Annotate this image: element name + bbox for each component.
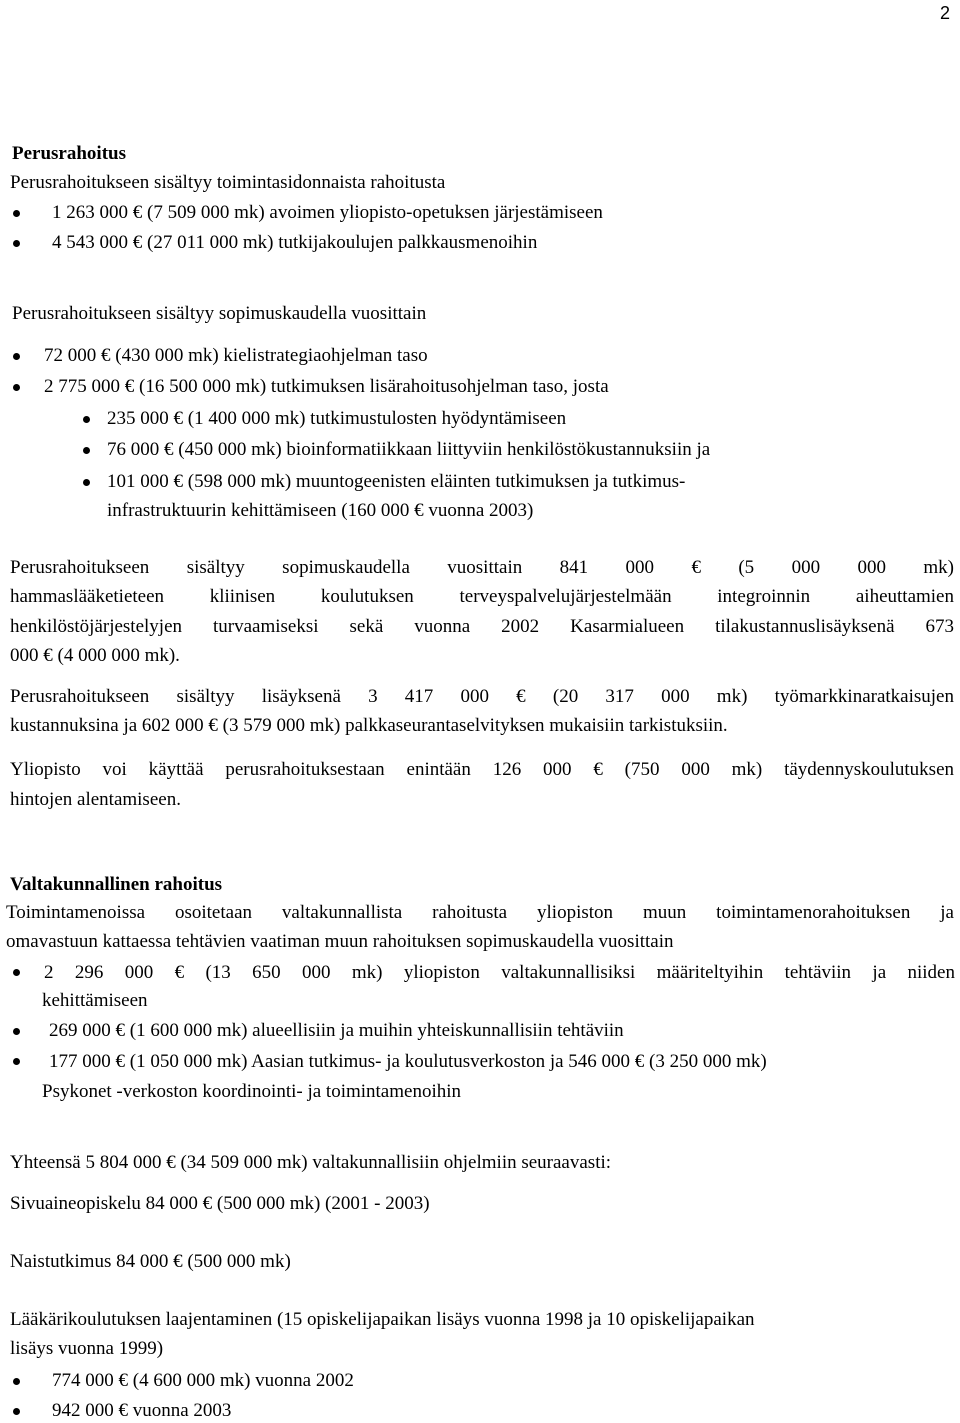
paragraph-line: Toimintamenoissa osoitetaan valtakunnallista rahoitusta yliopiston muun toimintamenorahoituksen ja [6,902,954,923]
bullet [83,416,90,423]
program-laakarikoulutus: Lääkärikoulutuksen laajentaminen (15 opiskelijapaikan lisäys vuonna 1998 ja 10 opiskelijapaikan [10,1309,755,1330]
paragraph-line: omavastuun kattaessa tehtävien vaatiman muun rahoituksen sopimuskaudella vuosittain [6,931,674,952]
bullet [13,240,20,247]
list-item: 942 000 € vuonna 2003 [52,1400,232,1421]
list-item: 72 000 € (430 000 mk) kielistrategiaohjelman taso [44,345,428,366]
paragraph-line: hintojen alentamiseen. [10,789,181,810]
paragraph-line: Perusrahoitukseen sisältyy sopimuskaudella vuosittain 841 000 € (5 000 000 mk) [10,557,954,578]
sub-list-item: 101 000 € (598 000 mk) muuntogeenisten eläinten tutkimuksen ja tutkimus- [107,471,686,492]
paragraph-line: hammaslääketieteen kliinisen koulutuksen terveyspalvelujärjestelmään integroinnin aiheuttamien [10,586,954,607]
list-item: 177 000 € (1 050 000 mk) Aasian tutkimus- ja koulutusverkoston ja 546 000 € (3 250 000 mk) [49,1051,767,1072]
list-item: 2 296 000 € (13 650 000 mk) yliopiston valtakunnallisiksi määriteltyihin tehtäviin ja niiden [44,962,955,983]
sub-list-item-continuation: infrastruktuurin kehittämiseen (160 000 € vuonna 2003) [107,500,534,521]
paragraph-line: henkilöstöjärjestelyjen turvaamiseksi sekä vuonna 2002 Kasarmialueen tilakustannuslisäyksenä 673 [10,616,954,637]
page-number: 2 [939,3,950,23]
bullet [13,353,20,360]
section-heading-valtakunnallinen: Valtakunnallinen rahoitus [10,874,223,895]
list-item: 774 000 € (4 600 000 mk) vuonna 2002 [52,1370,354,1391]
program-naistutkimus: Naistutkimus 84 000 € (500 000 mk) [10,1251,291,1272]
sub-list-item: 235 000 € (1 400 000 mk) tutkimustulosten hyödyntämiseen [107,408,567,429]
bullet [83,479,90,486]
sub-list-item: 76 000 € (450 000 mk) bioinformatiikkaan liittyviin henkilöstökustannuksiin ja [107,439,711,460]
bullet [13,969,20,976]
list-item: 2 775 000 € (16 500 000 mk) tutkimuksen lisärahoitusohjelman taso, josta [44,376,609,397]
paragraph-line: Perusrahoitukseen sisältyy lisäyksenä 3 417 000 € (20 317 000 mk) työmarkkinaratkaisujen [10,686,954,707]
perus-intro: Perusrahoitukseen sisältyy toimintasidonnaista rahoitusta [10,172,446,193]
program-laakarikoulutus-continuation: lisäys vuonna 1999) [10,1338,164,1359]
bullet [13,1058,20,1065]
total-line: Yhteensä 5 804 000 € (34 509 000 mk) valtakunnallisiin ohjelmiin seuraavasti: [10,1152,612,1173]
perus-intro-2: Perusrahoitukseen sisältyy sopimuskaudella vuosittain [12,303,427,324]
paragraph-line: kustannuksina ja 602 000 € (3 579 000 mk) palkkaseurantaselvityksen mukaisiin tarkistuksiin. [10,715,728,736]
paragraph-line: 000 € (4 000 000 mk). [10,645,180,666]
bullet [13,384,20,391]
program-sivuaineopiskelu: Sivuaineopiskelu 84 000 € (500 000 mk) (2001 - 2003) [10,1193,430,1214]
section-heading-perusrahoitus: Perusrahoitus [12,143,126,164]
bullet [83,447,90,454]
list-item-continuation: kehittämiseen [42,990,148,1011]
paragraph-line: Yliopisto voi käyttää perusrahoituksestaan enintään 126 000 € (750 000 mk) täydennyskoulutuksen [10,759,954,780]
list-item: 1 263 000 € (7 509 000 mk) avoimen yliopisto-opetuksen järjestämiseen [52,202,603,223]
bullet [13,1408,20,1415]
bullet [13,210,20,217]
list-item: 4 543 000 € (27 011 000 mk) tutkijakoulujen palkkausmenoihin [52,232,538,253]
list-item-continuation: Psykonet -verkoston koordinointi- ja toimintamenoihin [42,1081,462,1102]
bullet [13,1378,20,1385]
bullet [13,1028,20,1035]
list-item: 269 000 € (1 600 000 mk) alueellisiin ja muihin yhteiskunnallisiin tehtäviin [49,1020,624,1041]
